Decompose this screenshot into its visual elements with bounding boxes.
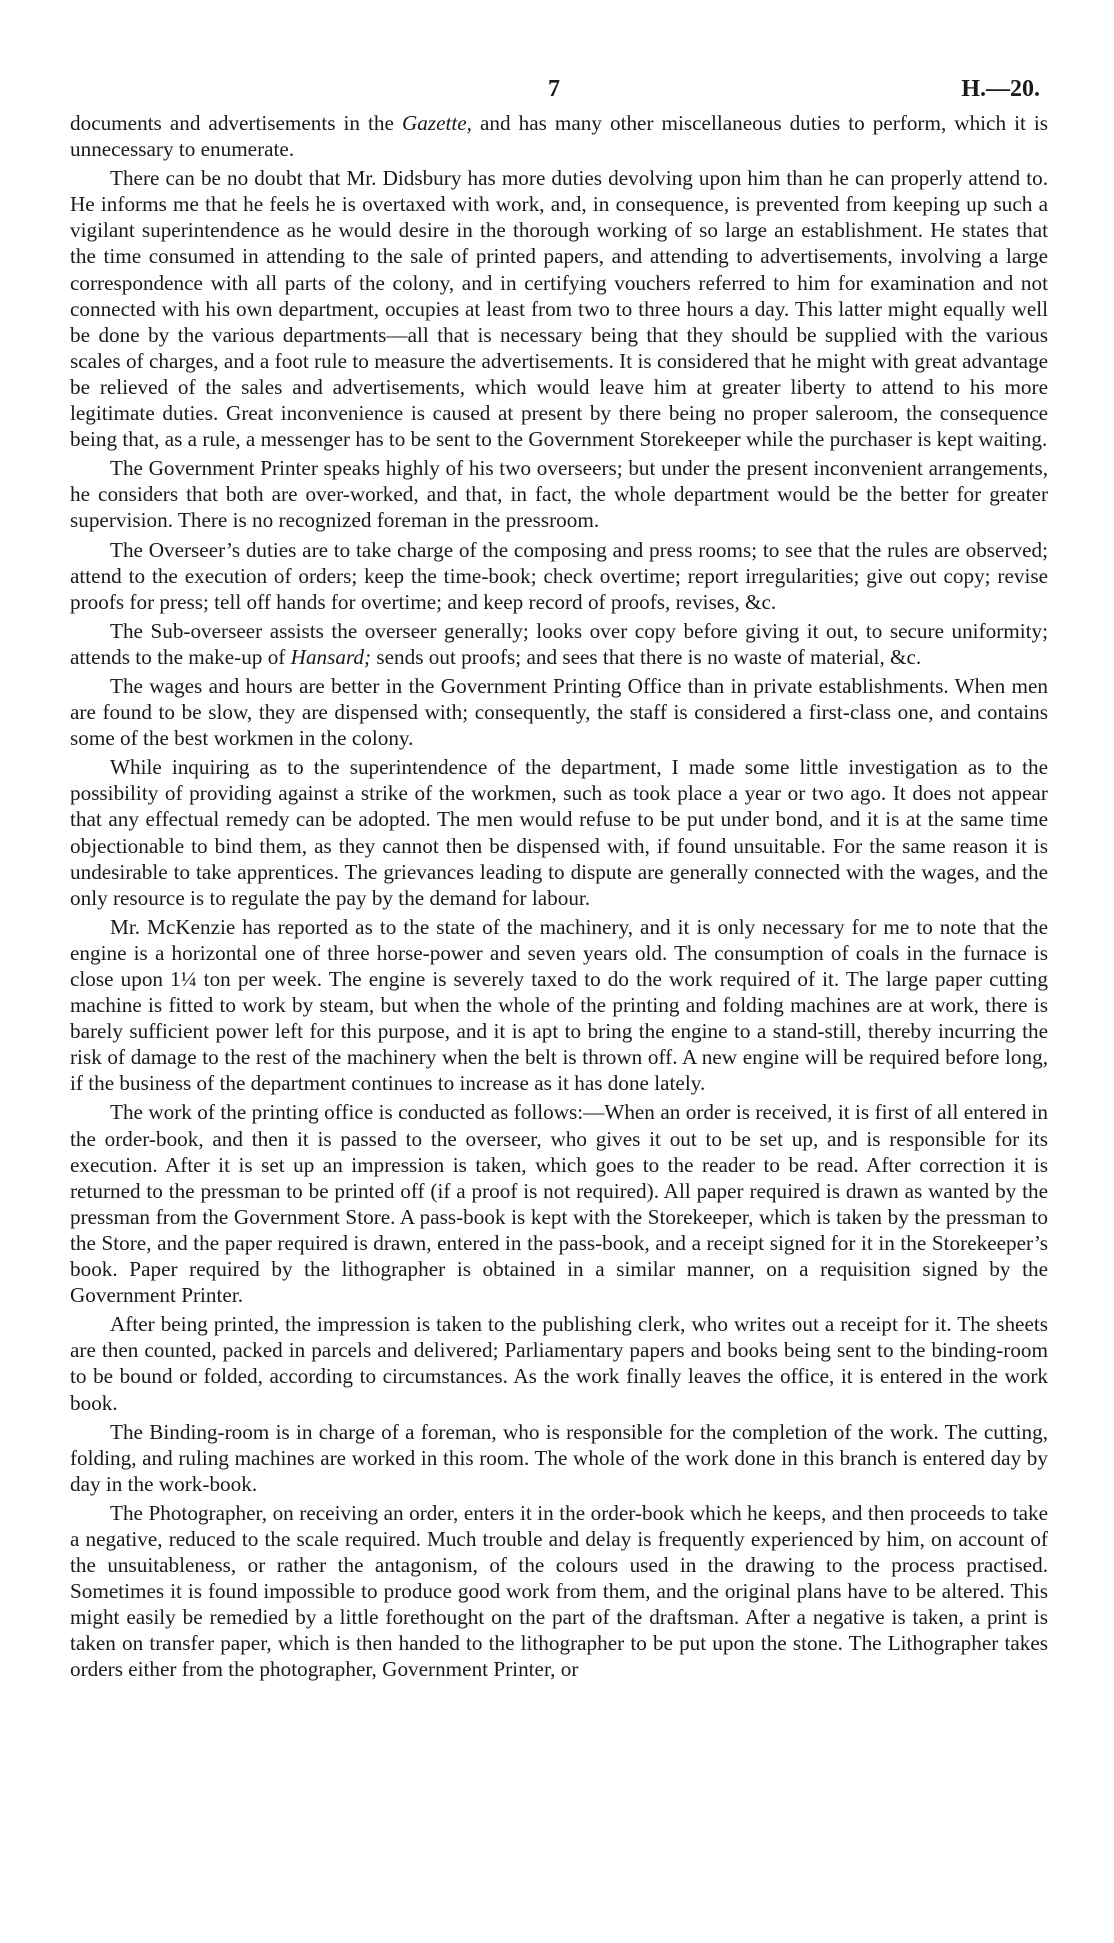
- paragraph-text: There can be no doubt that Mr. Didsbury has more duties devolving upon him than he can properly attend to. He informs me that he feels he is overtaxed with work, and, in consequence, is prevented from keeping up such a vigilant superintendence as he would desire in the thorough working of so large an establishment. He states that the time consumed in attending to the sale of printed papers, and attending to advertisements, involving a large correspondence with all parts of the colony, and in certifying vouchers referred to him for examination and not connected with his own department, occupies at least from two to three hours a day. This latter might equally well be done by the various departments—all that is necessary being that they should be supplied with the various scales of charges, and a foot rule to measure the advertisements. It is considered that he might with great advantage be relieved of the sales and advertisements, which would leave him at greater liberty to attend to his more legitimate duties. Great inconvenience is caused at present by there being no proper saleroom, the consequence being that, as a rule, a messenger has to be sent to the Government Storekeeper while the purchaser is kept waiting.: [70, 166, 1048, 452]
- paragraph: [70, 110, 1048, 162]
- paragraph-text: The work of the printing office is conducted as follows:—When an order is received, it is first of all entered in the order-book, and then it is passed to the overseer, who gives it out to be set up, and is responsible for its execution. After it is set up an impression is taken, which goes to the reader to be read. After correction it is returned to the pressman to be printed off (if a proof is not required). All paper required is drawn as wanted by the pressman from the Government Store. A pass-book is kept with the Storekeeper, which is taken by the pressman to the Store, and the paper required is drawn, entered in the pass-book, and a receipt signed for it in the Storekeeper’s book. Paper required by the lithographer is obtained in a similar manner, on a requisition signed by the Government Printer.: [70, 1100, 1048, 1308]
- paragraph-text: The wages and hours are better in the Government Printing Office than in private establishments. When men are found to be slow, they are dispensed with; consequently, the staff is considered a first-class one, and contains some of the best workmen in the colony.: [70, 673, 1048, 751]
- paragraph: [70, 914, 1048, 1097]
- paragraph-text: documents and advertisements in the: [70, 111, 402, 135]
- paragraph-text: sends out proofs; and sees that there is no waste of material, &c.: [371, 644, 922, 669]
- paragraph: [70, 1419, 1048, 1497]
- document-reference: H.—20.: [961, 76, 1040, 102]
- italic-text: Gazette,: [401, 111, 472, 135]
- italic-text: Hansard;: [290, 644, 372, 669]
- document-page: [70, 70, 1048, 1683]
- paragraph-text: The Overseer’s duties are to take charge of the composing and press rooms; to see that the rules are observed; attend to the execution of orders; keep the time-book; check overtime; report irregularities; give out copy; revise proofs for press; tell off hands for overtime; and keep record of proofs, revises, &c.: [70, 537, 1048, 614]
- paragraph-text: The Government Printer speaks highly of his two overseers; but under the present inconvenient arrangements, he considers that both are over-worked, and that, in fact, the whole department would be the better for greater supervision. There is no recognized foreman in the pressroom.: [70, 456, 1048, 533]
- paragraph: [70, 455, 1048, 533]
- paragraph: [70, 1311, 1048, 1415]
- paragraph-text: The Photographer, on receiving an order, enters it in the order-book which he keeps, and then proceeds to take a negative, reduced to the scale required. Much trouble and delay is frequently experienced by him, on account of the unsuitableness, or rather the antagonism, of the colours used in the drawing to the process practised. Sometimes it is found impossible to produce good work from them, and the original plans have to be altered. This might easily be remedied by a little forethought on the part of the draftsman. After a negative is taken, a print is taken on transfer paper, which is then handed to the lithographer to be put upon the stone. The Lithographer takes orders either from the photographer, Government Printer, or: [70, 1500, 1048, 1682]
- paragraph: [70, 618, 1048, 670]
- paragraph-text: and has many other miscellaneous duties to perform, which it is unnecessary to enumerate.: [70, 111, 1048, 162]
- paragraph-text: The Sub-overseer assists the overseer generally; looks over copy before giving it out, to secure uniformity; attends to the make-up of: [70, 618, 1048, 669]
- page-number: 7: [548, 76, 560, 102]
- body-text: [70, 110, 1048, 1683]
- paragraph-text: While inquiring as to the superintendence of the department, I made some little investigation as to the possibility of providing against a strike of the workmen, such as took place a year or two ago. It does not appear that any effectual remedy can be adopted. The men would refuse to be put under bond, and it is at the same time objectionable to bind them, as they cannot then be dispensed with, if found unsuitable. For the same reason it is undesirable to take apprentices. The grievances leading to dispute are generally connected with the wages, and the only resource is to regulate the pay by the demand for labour.: [70, 755, 1048, 910]
- paragraph-text: Mr. McKenzie has reported as to the state of the machinery, and it is only necessary for me to note that the engine is a horizontal one of three horse-power and seven years old. The consumption of coals in the furnace is close upon 1¼ ton per week. The engine is severely taxed to do the work required of it. The large paper cutting machine is fitted to work by steam, but when the whole of the printing and folding machines are at work, there is barely sufficient power left for this purpose, and it is apt to bring the engine to a stand-still, thereby incurring the risk of damage to the rest of the machinery when the belt is thrown off. A new engine will be required before long, if the business of the department continues to increase as it has done lately.: [70, 914, 1048, 1096]
- paragraph: [70, 673, 1048, 751]
- paragraph: [70, 165, 1048, 452]
- paragraph: [70, 1500, 1048, 1683]
- paragraph-text: The Binding-room is in charge of a foreman, who is responsible for the completion of the work. The cutting, folding, and ruling machines are worked in this room. The whole of the work done in this branch is entered day by day in the work-book.: [70, 1419, 1048, 1496]
- paragraph: [70, 754, 1048, 911]
- paragraph: [70, 537, 1048, 615]
- page-header: [70, 70, 1048, 110]
- paragraph: [70, 1099, 1048, 1308]
- paragraph-text: After being printed, the impression is taken to the publishing clerk, who writes out a receipt for it. The sheets are then counted, packed in parcels and delivered; Parliamentary papers and books being sent to the binding-room to be bound or folded, according to circumstances. As the work finally leaves the office, it is entered in the work book.: [70, 1312, 1048, 1415]
